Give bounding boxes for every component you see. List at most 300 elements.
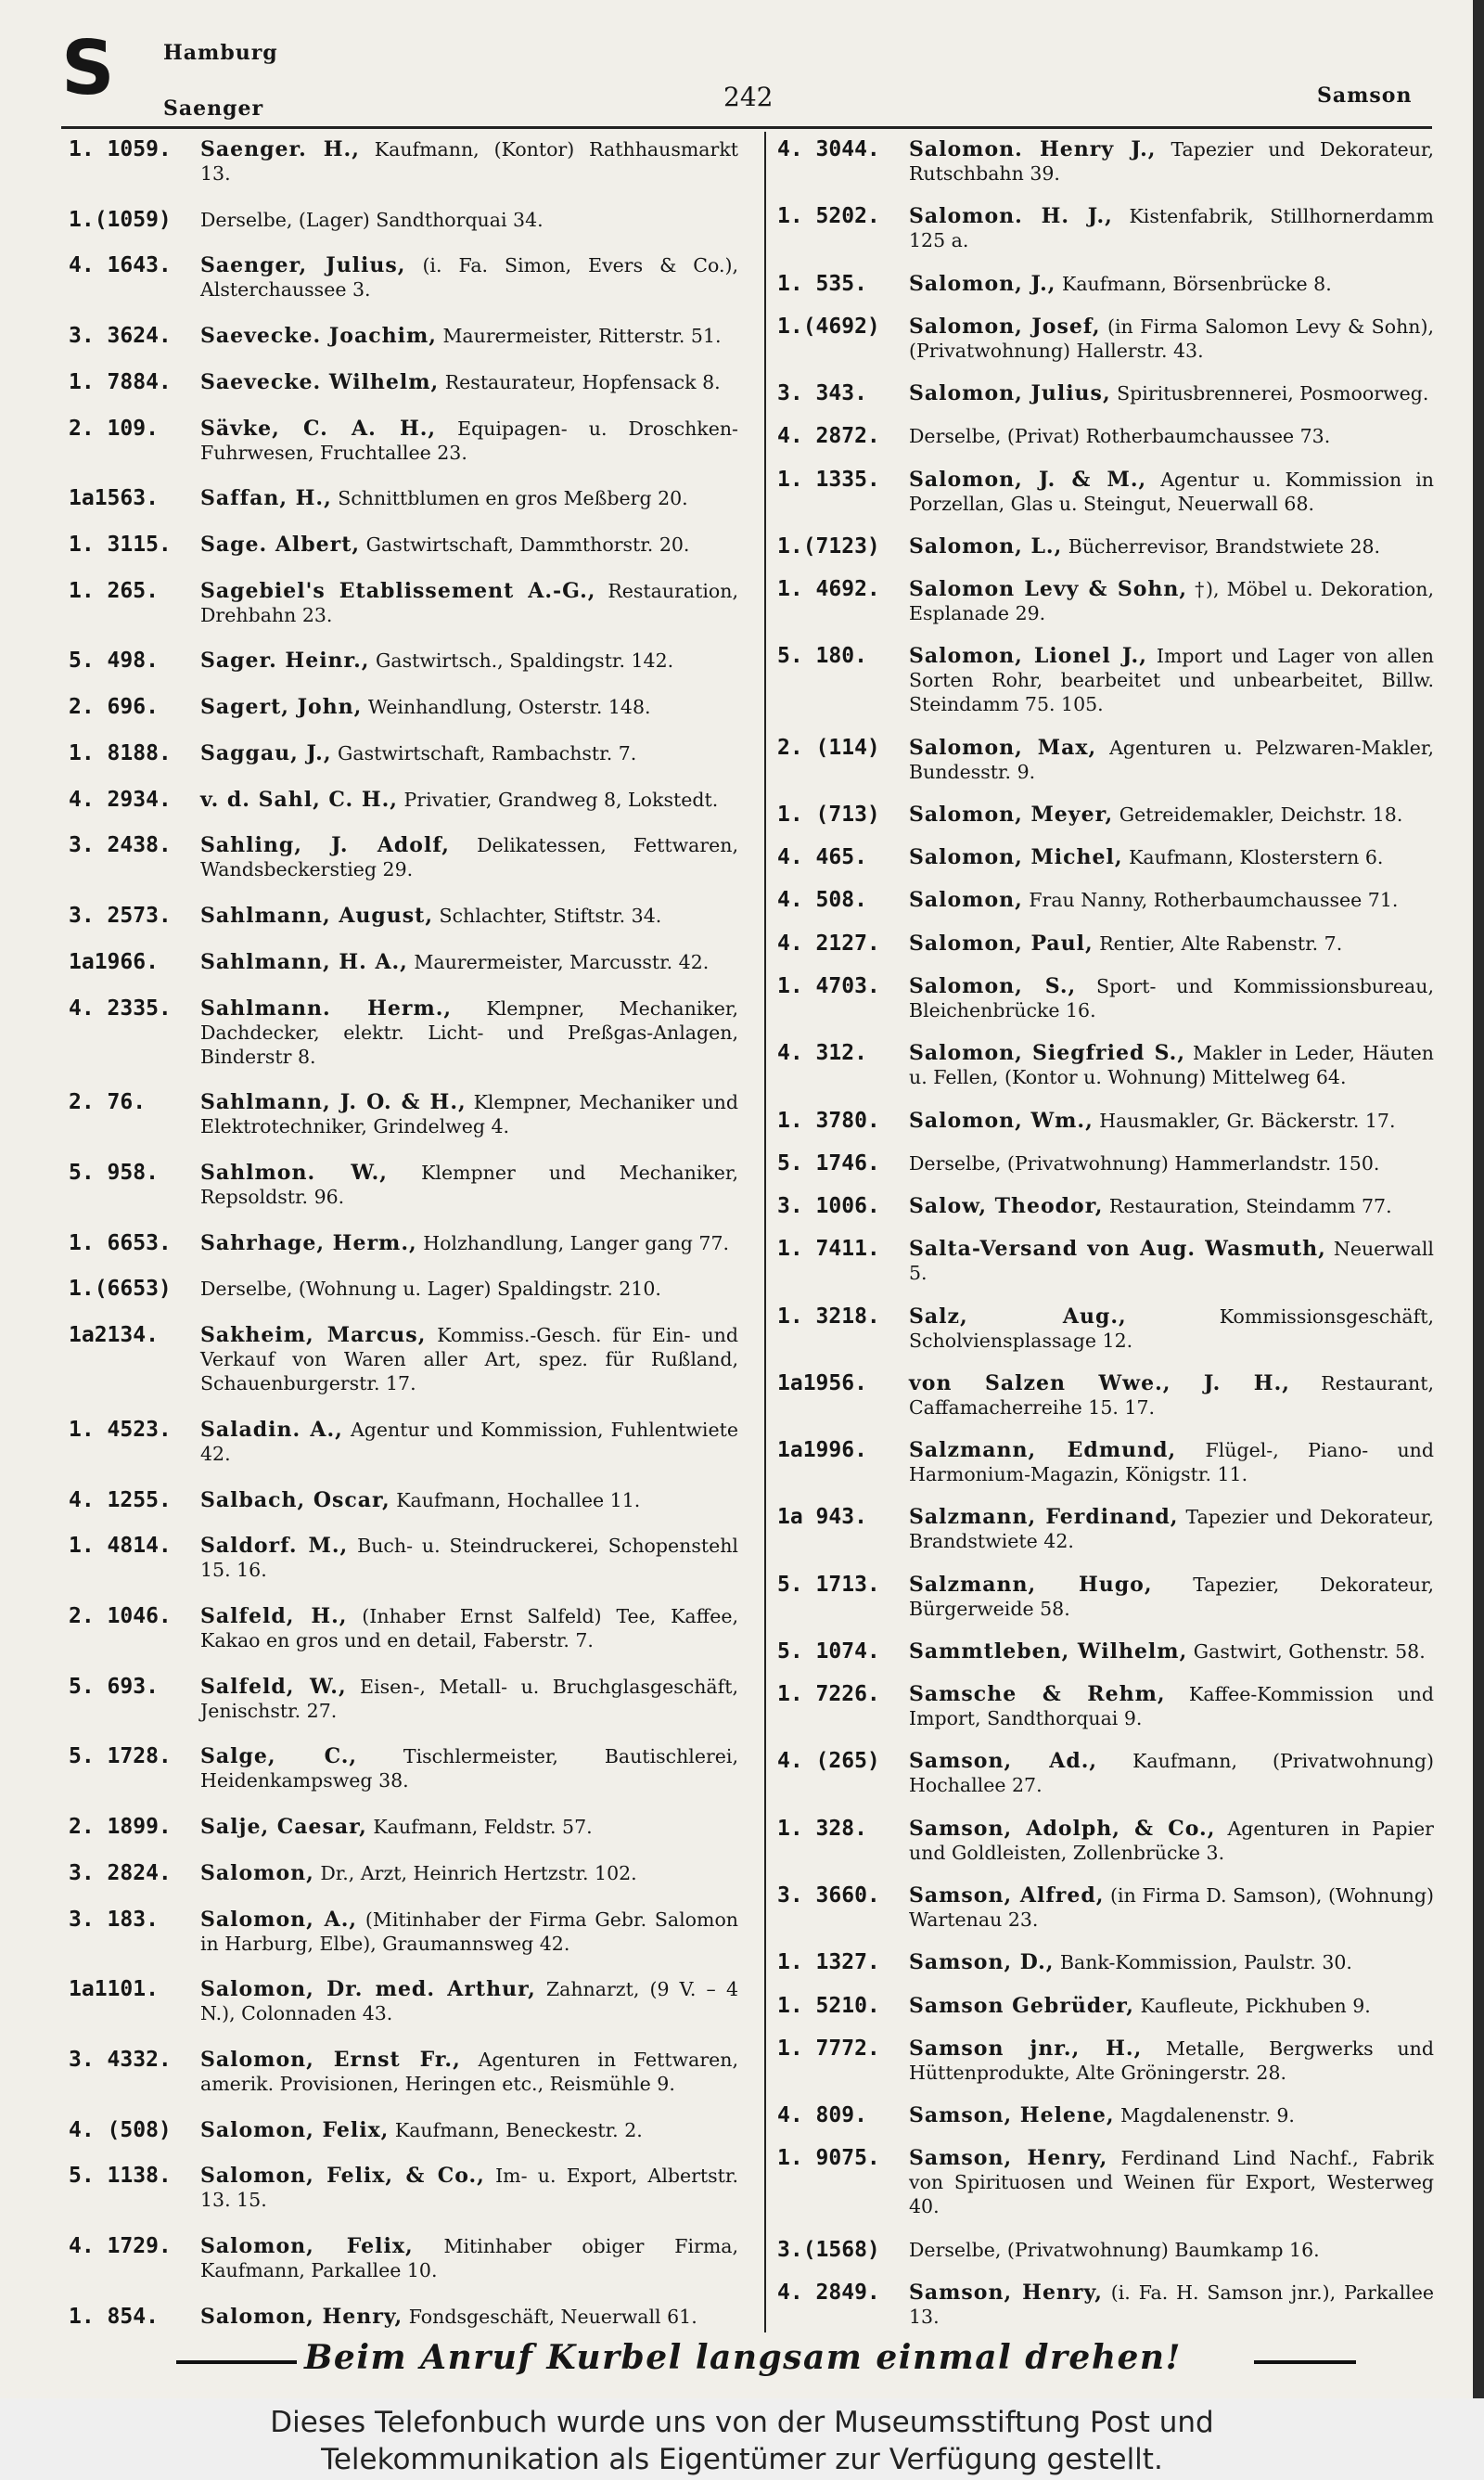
header-city: Hamburg [163,41,278,65]
directory-entry [777,1749,1434,1797]
directory-entry [69,741,738,765]
directory-entry [777,974,1434,1022]
phone-number: 4. 2127. [777,931,880,956]
subscriber-details: Holzhandlung, Langer gang 77. [423,1231,730,1254]
header-first-name: Saenger [163,96,264,121]
subscriber-name: Sage. Albert, [200,533,361,558]
entry-body [909,2281,1434,2329]
subscriber-name: Salfeld, W., [200,1674,347,1699]
subscriber-details: Zahnarzt, (9 V. – 4 N.), Colonnaden 43. [200,1978,738,2025]
phone-number: 4. 2934. [69,787,172,812]
subscriber-name: Sahlmann, H. A., [200,949,408,974]
subscriber-name: Saevecke. Joachim, [200,324,437,349]
subscriber-name: v. d. Sahl, C. H., [200,787,398,812]
subscriber-name: von Salzen Wwe., J. H., [909,1370,1290,1395]
phone-number: 3. 2573. [69,904,172,929]
subscriber-name: Salomon, Felix, [200,2117,390,2142]
header-rule [61,126,1432,129]
entry-body [200,833,738,881]
subscriber-name: Sahlmann, J. O. & H., [200,1090,467,1115]
subscriber-name: Salomon, [909,888,1023,913]
subscriber-name: Salomon, [200,1860,314,1885]
footer-rule-left [176,2360,297,2364]
directory-entry [777,1438,1434,1486]
directory-entry [69,950,738,974]
directory-entry [69,695,738,719]
phone-number: 4. 465. [777,845,867,870]
entry-body [200,1161,738,1209]
subscriber-details: Kaufmann, Beneckestr. 2. [394,2118,643,2141]
entry-body [909,1151,1434,1176]
phone-number: 3. 1006. [777,1194,880,1219]
phone-number: 1. 7226. [777,1682,880,1707]
entry-body [909,2037,1434,2085]
subscriber-details: Schlachter, Stiftstr. 34. [439,905,662,928]
subscriber-name: Salbach, Oscar, [200,1487,390,1512]
entry-body [909,534,1434,559]
directory-entry [69,1675,738,1723]
subscriber-name: Salzmann, Edmund, [909,1438,1177,1463]
phone-number: 1. 8188. [69,740,172,765]
directory-entry [69,1488,738,1512]
entry-body [909,577,1434,625]
directory-entry [777,1151,1434,1176]
subscriber-details: Klempner, Mechaniker und Elektrotechniker, Grindelweg 4. [200,1091,738,1138]
directory-entry [69,1090,738,1138]
phone-number: 2. 1899. [69,1815,172,1840]
subscriber-details: Gastwirtschaft, Dammthorstr. 20. [365,533,690,557]
directory-entry [777,2146,1434,2218]
subscriber-name: Salomon, Wm., [909,1108,1094,1133]
subscriber-details: Bücherrevisor, Brandstwiete 28. [1068,534,1381,558]
phone-number: 5. 958. [69,1160,159,1185]
subscriber-name: Saggau, J., [200,740,332,765]
entry-body [909,1883,1434,1932]
phone-number: 4. (265) [777,1749,880,1774]
entry-body [200,1090,738,1138]
entry-body [909,803,1434,827]
directory-entry [777,1639,1434,1664]
phone-number: 5. 180. [777,644,867,669]
directory-entry [69,2048,738,2096]
directory-entry [69,370,738,394]
phone-number: 4. 1729. [69,2234,172,2259]
subscriber-details: (in Firma D. Samson), (Wohnung) Wartenau 23. [909,1883,1434,1931]
subscriber-name: Sahling, J. Adolf, [200,833,450,858]
subscriber-details: Frau Nanny, Rotherbaumchaussee 71. [1029,889,1399,912]
subscriber-name: Salomon, Michel, [909,845,1123,870]
directory-entry [777,845,1434,869]
phone-number: 1a2134. [69,1323,159,1348]
directory-entry [69,996,738,1069]
page-number: 242 [723,82,774,112]
directory-entry [777,577,1434,625]
entry-body [909,1194,1434,1218]
subscriber-name: Salow, Theodor, [909,1194,1104,1219]
entry-body [200,1908,738,1956]
subscriber-details: Getreidemakler, Deichstr. 18. [1119,803,1403,826]
subscriber-details: Fondsgeschäft, Neuerwall 61. [408,2305,697,2328]
directory-entry [69,253,738,302]
phone-number: 1. 4523. [69,1417,172,1442]
directory-entry [69,533,738,557]
phone-number: 4. 2335. [69,996,172,1021]
subscriber-details: Rentier, Alte Rabenstr. 7. [1099,932,1343,955]
subscriber-details: (i. Fa. Simon, Evers & Co.), Alsterchaussee 3. [200,254,738,302]
subscriber-name: Salomon Levy & Sohn, [909,577,1188,602]
directory-entry [777,468,1434,516]
subscriber-details: Gastwirtschaft, Rambachstr. 7. [338,741,637,765]
subscriber-name: Sager. Heinr., [200,649,370,674]
footer-instruction: Beim Anruf Kurbel langsam einmal drehen! [304,2338,1182,2377]
entry-body [909,381,1434,405]
directory-entry [777,2238,1434,2262]
directory-entry [69,2164,738,2212]
subscriber-details: Maurermeister, Ritterstr. 51. [442,325,722,348]
entry-body [909,1817,1434,1865]
directory-entry [777,1371,1434,1420]
subscriber-name: Salomon, Josef, [909,314,1101,339]
subscriber-name: Samson jnr., H., [909,2036,1143,2061]
subscriber-details: Kaufmann, Feldstr. 57. [373,1816,593,1839]
entry-body [200,2234,738,2282]
directory-entry [69,1418,738,1466]
directory-entry [69,904,738,928]
subscriber-name: Sahrhage, Herm., [200,1230,417,1255]
phone-number: 1. 3115. [69,533,172,558]
subscriber-name: Sahlmann. Herm., [200,996,453,1021]
section-letter: S [61,25,115,111]
subscriber-details: Sport- und Kommissionsbureau, Bleichenbrücke 16. [909,974,1434,1022]
right-column [777,137,1434,2329]
phone-number: 4. 1643. [69,253,172,278]
directory-entry [777,137,1434,186]
subscriber-name: Sakheim, Marcus, [200,1323,427,1348]
subscriber-details: Derselbe, (Lager) Sandthorquai 34. [200,208,544,231]
subscriber-details: Derselbe, (Privat) Rotherbaumchaussee 73. [909,425,1331,448]
entry-body [909,1438,1434,1486]
entry-body [909,644,1434,716]
credit-banner [0,2398,1484,2480]
subscriber-name: Salomon, Meyer, [909,802,1114,827]
entry-body [200,324,738,348]
subscriber-details: Magdalenenstr. 9. [1120,2104,1295,2127]
subscriber-details: Bank-Kommission, Paulstr. 30. [1059,1951,1352,1974]
subscriber-name: Salomon, Siegfried S., [909,1041,1185,1066]
subscriber-name: Salomon, J., [909,271,1056,296]
subscriber-details: Kaufmann, Börsenbrücke 8. [1062,272,1332,295]
subscriber-details: Agenturen u. Pelzwaren-Makler, Bundesstr. 9. [909,736,1434,783]
phone-number: 3. 2438. [69,833,172,858]
directory-entry [69,2305,738,2329]
phone-number: 1a1966. [69,949,159,974]
entry-body [200,1231,738,1255]
entry-body [200,533,738,557]
phone-number: 1.(6653) [69,1277,172,1302]
subscriber-name: Samson, D., [909,1950,1055,1975]
subscriber-details: Agenturen in Fettwaren, amerik. Provisionen, Heringen etc., Reismühle 9. [200,2049,738,2095]
entry-body [909,1041,1434,1089]
phone-number: 1.(4692) [777,314,880,339]
phone-number: 1. 265. [69,578,159,603]
phone-number: 1. 1327. [777,1950,880,1975]
directory-entry [69,833,738,881]
entry-body [909,1304,1434,1353]
directory-entry [777,424,1434,448]
subscriber-details: Kaufmann, Klosterstern 6. [1129,846,1384,869]
subscriber-details: Gastwirtsch., Spaldingstr. 142. [375,649,674,673]
directory-entry [69,2118,738,2142]
subscriber-details: Restaurateur, Hopfensack 8. [444,370,721,393]
phone-number: 3. 3660. [777,1882,880,1908]
entry-body [200,996,738,1069]
phone-number: 1. 328. [777,1816,867,1841]
subscriber-name: Saldorf. M., [200,1534,349,1559]
entry-body [909,845,1434,869]
phone-number: 1. 7884. [69,369,172,394]
credit-line-2: Telekommunikation als Eigentümer zur Verfügung gestellt. [321,2443,1163,2476]
entry-body [200,2305,738,2329]
phone-number: 5. 498. [69,649,159,674]
phone-number: 2. 696. [69,695,159,720]
phone-number: 4. (508) [69,2117,172,2142]
directory-entry [69,1861,738,1885]
entry-body [200,208,738,232]
entry-body [200,137,738,186]
subscriber-details: Ferdinand Lind Nachf., Fabrik von Spirituosen und Weinen für Export, Westerweg 40. [909,2147,1434,2218]
entry-body [200,741,738,765]
directory-entry [69,788,738,812]
subscriber-name: Salomon, S., [909,973,1077,998]
entry-body [200,649,738,673]
phone-number: 3.(1568) [777,2237,880,2262]
left-column [69,137,738,2329]
directory-entry [777,272,1434,296]
phone-number: 1. 4703. [777,973,880,998]
subscriber-name: Salomon, Max, [909,735,1097,760]
directory-entry [69,649,738,673]
subscriber-details: Flügel-, Piano- und Harmonium-Magazin, Königstr. 11. [909,1439,1434,1486]
subscriber-name: Salomon, Ernst Fr., [200,2048,461,2072]
subscriber-name: Sagert, John, [200,695,363,720]
phone-number: 2. (114) [777,735,880,760]
subscriber-name: Samson Gebrüder, [909,1993,1134,2018]
entry-body [909,468,1434,516]
phone-number: 1. 6653. [69,1230,172,1255]
subscriber-details: Buch- u. Steindruckerei, Schopenstehl 15. 16. [200,1535,738,1582]
subscriber-name: Samson, Alfred, [909,1882,1105,1908]
entry-body [909,932,1434,956]
subscriber-name: Salomon, Dr. med. Arthur, [200,1977,536,2002]
entry-body [909,1994,1434,2018]
phone-number: 4. 1255. [69,1487,172,1512]
phone-number: 1. 4692. [777,577,880,602]
subscriber-details: Derselbe, (Privatwohnung) Hammerlandstr. 150. [909,1151,1380,1175]
entry-body [200,1744,738,1793]
phone-number: 1. 5210. [777,1993,880,2018]
directory-entry [777,1682,1434,1730]
footer-rule-right [1254,2360,1356,2364]
subscriber-name: Salzmann, Hugo, [909,1572,1153,1597]
directory-entry [777,803,1434,827]
directory-entry [69,579,738,627]
subscriber-name: Salomon, Julius, [909,381,1111,406]
subscriber-details: Mitinhaber obiger Firma, Kaufmann, Parkallee 10. [200,2235,738,2282]
directory-entry [777,381,1434,405]
directory-entry [777,1950,1434,1974]
entry-body [909,888,1434,912]
phone-number: 1. 1335. [777,467,880,492]
entry-body [200,1977,738,2025]
phone-number: 5. 1074. [777,1638,880,1664]
directory-entry [777,2037,1434,2085]
directory-entry [777,644,1434,716]
subscriber-name: Salomon, J. & M., [909,467,1147,492]
phone-number: 4. 3044. [777,137,880,161]
entry-body [200,695,738,719]
directory-entry [777,736,1434,784]
column-divider [764,132,766,2332]
entry-body [909,2103,1434,2127]
entry-body [909,2146,1434,2218]
subscriber-details: Derselbe, (Privatwohnung) Baumkamp 16. [909,2238,1320,2261]
entry-body [909,2238,1434,2262]
entry-body [200,370,738,394]
phone-number: 4. 809. [777,2103,867,2128]
subscriber-details: Makler in Leder, Häuten u. Fellen, (Kontor u. Wohnung) Mittelweg 64. [909,1042,1434,1089]
directory-entry [69,1534,738,1582]
entry-body [200,417,738,465]
credit-line-1: Dieses Telefonbuch wurde uns von der Museumsstiftung Post und [270,2406,1214,2439]
entry-body [909,974,1434,1022]
phone-number: 3. 4332. [69,2048,172,2072]
subscriber-details: (in Firma Salomon Levy & Sohn), (Privatwohnung) Hallerstr. 43. [909,315,1434,362]
subscriber-name: Samson, Adolph, & Co., [909,1816,1216,1841]
subscriber-name: Samson, Ad., [909,1749,1098,1774]
phone-number: 4. 508. [777,888,867,913]
entry-body [909,1505,1434,1553]
entry-body [200,2048,738,2096]
entry-body [909,1237,1434,1285]
subscriber-name: Salge, C., [200,1744,358,1769]
directory-entry [777,1883,1434,1932]
entry-body [200,904,738,928]
subscriber-details: Agentur u. Kommission in Porzellan, Glas u. Steingut, Neuerwall 68. [909,468,1434,515]
subscriber-details: Maurermeister, Marcusstr. 42. [414,950,710,973]
subscriber-name: Salfeld, H., [200,1603,348,1628]
phone-number: 5. 1728. [69,1744,172,1769]
subscriber-name: Samson, Henry, [909,2280,1103,2305]
subscriber-details: Im- u. Export, Albertstr. 13. 15. [200,2165,738,2212]
subscriber-name: Saevecke. Wilhelm, [200,369,440,394]
directory-entry [777,1304,1434,1353]
subscriber-name: Sagebiel's Etablissement A.-G., [200,578,596,603]
subscriber-details: Kommiss.-Gesch. für Ein- und Verkauf von Waren aller Art, spez. für Rußland, Schauenburgerstr. 17. [200,1324,738,1395]
entry-body [200,1534,738,1582]
directory-entry [69,2234,738,2282]
subscriber-details: Delikatessen, Fettwaren, Wandsbeckerstieg 29. [200,834,738,881]
subscriber-details: Import und Lager von allen Sorten Rohr, bearbeitet und unbearbeitet, Billw. Steindamm 75. 105. [909,645,1434,716]
subscriber-name: Sävke, C. A. H., [200,416,437,441]
subscriber-details: Tapezier und Dekorateur, Brandstwiete 42. [909,1506,1434,1553]
phone-number: 1. 9075. [777,2146,880,2171]
phone-number: 1. 3218. [777,1304,880,1329]
phone-number: 3. 343. [777,381,867,406]
directory-entry [777,1041,1434,1089]
subscriber-details: (i. Fa. H. Samson jnr.), Parkallee 13. [909,2281,1434,2328]
directory-entry [69,1908,738,1956]
directory-entry [69,324,738,348]
subscriber-details: Spiritusbrennerei, Posmoorweg. [1117,382,1429,405]
subscriber-name: Salomon, Lionel J., [909,644,1147,669]
subscriber-details: Klempner und Mechaniker, Repsoldstr. 96. [200,1161,738,1208]
entry-body [200,253,738,302]
phone-number: 1a1563. [69,486,159,511]
phone-number: 1. 535. [777,271,867,296]
phone-number: 1. 5202. [777,204,880,229]
subscriber-details: Neuerwall 5. [909,1238,1434,1285]
subscriber-name: Salz, Aug., [909,1304,1127,1329]
subscriber-details: Kaufmann, Hochallee 11. [396,1488,641,1511]
subscriber-details: Dr., Arzt, Heinrich Hertzstr. 102. [320,1861,637,1884]
entry-body [200,579,738,627]
directory-entry [777,1817,1434,1865]
phone-number: 3. 2824. [69,1860,172,1885]
directory-entry [777,2103,1434,2127]
subscriber-details: Gastwirt, Gothenstr. 58. [1193,1639,1426,1663]
directory-entry [777,1505,1434,1553]
subscriber-details: Derselbe, (Wohnung u. Lager) Spaldingstr. 210. [200,1278,661,1301]
header-last-name: Samson [1317,84,1413,108]
subscriber-details: Kommissionsgeschäft, Scholviensplassage 12. [909,1304,1434,1352]
subscriber-details: Klempner, Mechaniker, Dachdecker, elektr. Licht- und Preßgas-Anlagen, Binderstr 8. [200,996,738,1068]
directory-entry [69,1231,738,1255]
subscriber-details: Kaufmann, (Privatwohnung) Hochallee 27. [909,1750,1434,1797]
subscriber-details: Kaffee-Kommission und Import, Sandthorquai 9. [909,1683,1434,1730]
scan-edge [1473,0,1484,2398]
subscriber-details: Restauration, Drehbahn 23. [200,579,738,626]
subscriber-details: Weinhandlung, Osterstr. 148. [367,696,651,719]
phone-number: 5. 1713. [777,1572,880,1597]
directory-entry [69,1604,738,1652]
directory-entry [69,1323,738,1395]
subscriber-details: Restaurant, Caffamacherreihe 15. 17. [909,1371,1434,1419]
directory-entry [777,204,1434,252]
subscriber-details: Schnittblumen en gros Meßberg 20. [338,487,688,510]
subscriber-details: Tapezier und Dekorateur, Rutschbahn 39. [909,138,1434,185]
entry-body [909,1109,1434,1133]
entry-body [909,1371,1434,1420]
phone-number: 1a1101. [69,1977,159,2002]
phone-number: 2. 1046. [69,1603,172,1628]
entry-body [909,1573,1434,1621]
subscriber-details: Kistenfabrik, Stillhornerdamm 125 a. [909,205,1434,252]
entry-body [200,1488,738,1512]
subscriber-name: Samsche & Rehm, [909,1682,1166,1707]
subscriber-details: Eisen-, Metall- u. Bruchglasgeschäft, Jenischstr. 27. [200,1675,738,1722]
subscriber-name: Salomon, Felix, & Co., [200,2164,485,2189]
directory-entry [69,137,738,186]
entry-body [909,736,1434,784]
subscriber-name: Salje, Caesar, [200,1815,367,1840]
subscriber-details: (Mitinhaber der Firma Gebr. Salomon in Harburg, Elbe), Graumannsweg 42. [200,1908,738,1955]
entry-body [200,2118,738,2142]
directory-entry [777,2281,1434,2329]
subscriber-details: Hausmakler, Gr. Bäckerstr. 17. [1099,1109,1396,1132]
subscriber-name: Salomon, A., [200,1907,358,1932]
subscriber-name: Samson, Helene, [909,2103,1115,2128]
directory-entry [777,1109,1434,1133]
